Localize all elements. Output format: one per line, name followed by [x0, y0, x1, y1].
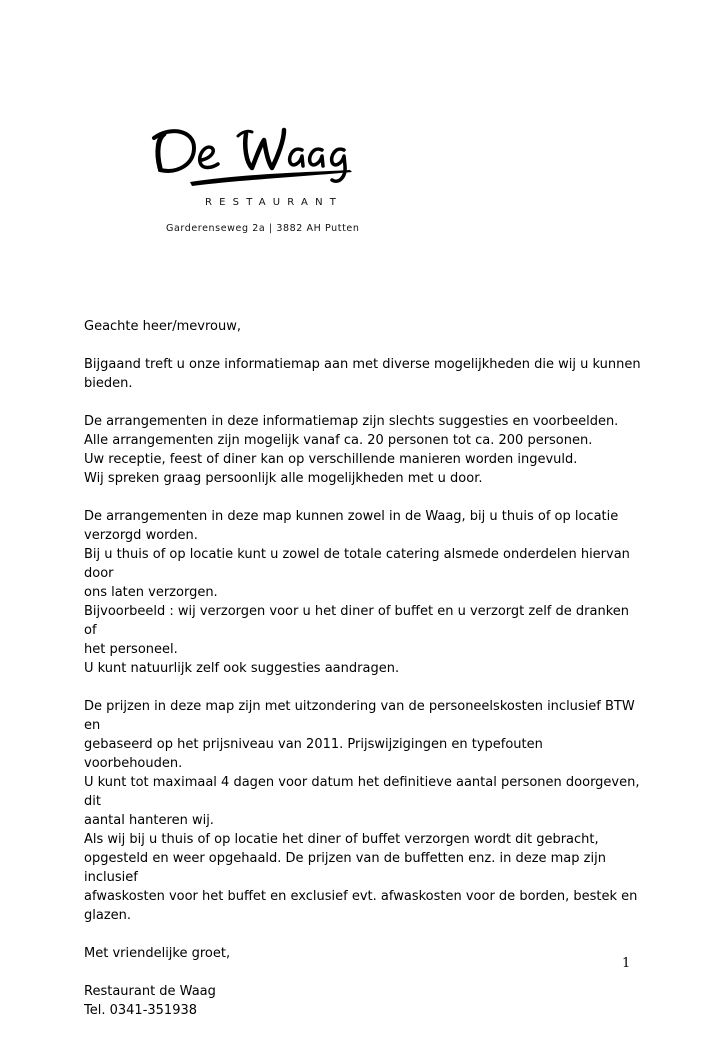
text-line: De arrangementen in deze map kunnen zowel in de Waag, bij u thuis of op locatie: [84, 509, 619, 524]
paragraph-2: [84, 412, 644, 488]
signature-phone: Tel. 0341-351938: [84, 1003, 198, 1018]
text-line: De arrangementen in deze informatiemap zijn slechts suggesties en voorbeelden.: [84, 414, 619, 429]
text-line: verzorgd worden.: [84, 528, 198, 543]
paragraph-3: [84, 507, 644, 678]
signature: [84, 982, 644, 1020]
text-line: U kunt tot maximaal 4 dagen voor datum het definitieve aantal personen doorgeven, dit: [84, 775, 640, 809]
paragraph-1: [84, 355, 644, 393]
text-line: Alle arrangementen zijn mogelijk vanaf ca. 20 personen tot ca. 200 personen.: [84, 433, 593, 448]
text-line: Bijvoorbeeld : wij verzorgen voor u het diner of buffet en u verzorgt zelf de dranken of: [84, 604, 629, 638]
signature-name: Restaurant de Waag: [84, 984, 216, 999]
text-line: opgesteld en weer opgehaald. De prijzen van de buffetten enz. in deze map zijn inclusief: [84, 851, 606, 885]
logo-address: Garderenseweg 2a | 3882 AH Putten: [166, 223, 360, 234]
text-line: De prijzen in deze map zijn met uitzondering van de personeelskosten inclusief BTW en: [84, 699, 635, 733]
page-number: 1: [622, 956, 631, 971]
text-line: Als wij bij u thuis of op locatie het diner of buffet verzorgen wordt dit gebracht,: [84, 832, 599, 847]
text-line: glazen.: [84, 908, 132, 923]
de-waag-logo-icon: [150, 122, 370, 190]
text-line: Bij u thuis of op locatie kunt u zowel de totale catering alsmede onderdelen hiervan door: [84, 547, 630, 581]
text-line: Wij spreken graag persoonlijk alle mogelijkheden met u door.: [84, 471, 483, 486]
letter-body: [84, 317, 644, 1039]
text-line: ons laten verzorgen.: [84, 585, 218, 600]
text-line: afwaskosten voor het buffet en exclusief evt. afwaskosten voor de borden, bestek en: [84, 889, 638, 904]
text-line: bieden.: [84, 376, 133, 391]
paragraph-4: [84, 697, 644, 925]
text-line: U kunt natuurlijk zelf ook suggesties aandragen.: [84, 661, 400, 676]
logo-subtitle: RESTAURANT: [205, 197, 344, 208]
restaurant-logo: [86, 80, 436, 312]
closing: Met vriendelijke groet,: [84, 946, 231, 961]
text-line: gebaseerd op het prijsniveau van 2011. Prijswijzigingen en typefouten voorbehouden.: [84, 737, 543, 771]
salutation: Geachte heer/mevrouw,: [84, 319, 241, 334]
text-line: aantal hanteren wij.: [84, 813, 214, 828]
text-line: Uw receptie, feest of diner kan op verschillende manieren worden ingevuld.: [84, 452, 578, 467]
text-line: Bijgaand treft u onze informatiemap aan met diverse mogelijkheden die wij u kunnen: [84, 357, 641, 372]
text-line: het personeel.: [84, 642, 178, 657]
